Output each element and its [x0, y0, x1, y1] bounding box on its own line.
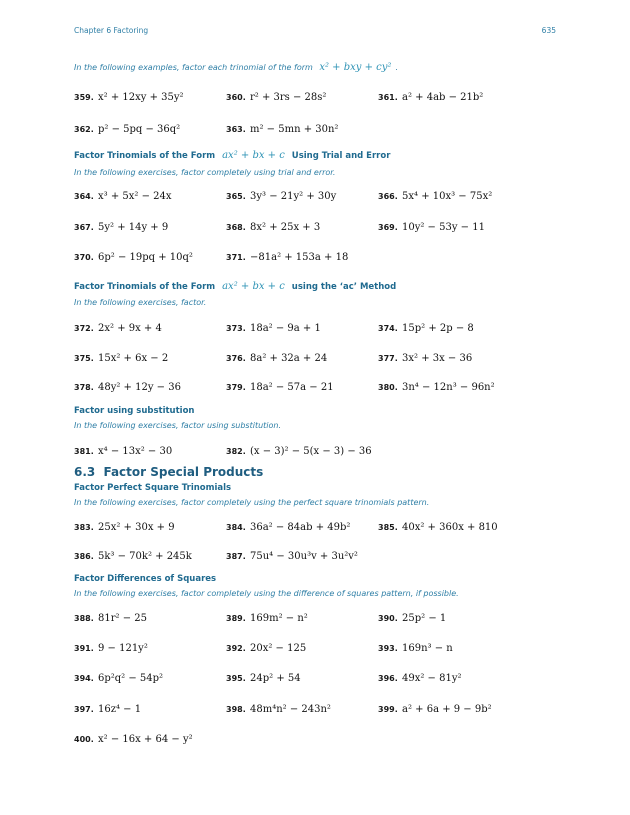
exercise-item	[226, 439, 372, 458]
exercise-number: 392.	[226, 644, 246, 653]
exercise-item	[226, 245, 348, 264]
trial-error-title-suffix: Using Trial and Error	[291, 151, 391, 161]
exercise-expression: 48m⁴n² − 243n²	[250, 704, 331, 715]
exercise-number: 385.	[378, 523, 398, 532]
exercise-item	[378, 375, 495, 394]
exercise-number: 383.	[74, 523, 94, 532]
exercise-number: 375.	[74, 354, 94, 363]
exercise-expression: 5y² + 14y + 9	[98, 222, 169, 233]
exercise-item	[378, 666, 462, 685]
exercise-item	[378, 346, 472, 365]
exercise-item	[226, 184, 336, 203]
exercise-number: 367.	[74, 223, 94, 232]
exercise-expression: p² − 5pq − 36q²	[98, 124, 181, 135]
exercise-expression: 8a² + 32a + 24	[250, 353, 328, 364]
exercise-expression: (x − 3)² − 5(x − 3) − 36	[250, 446, 372, 457]
exercise-number: 397.	[74, 705, 94, 714]
exercise-number: 394.	[74, 674, 94, 683]
exercise-item	[226, 606, 308, 625]
exercise-expression: r² + 3rs − 28s²	[250, 92, 327, 103]
exercise-expression: 169m² − n²	[250, 613, 308, 624]
exercise-number: 371.	[226, 253, 246, 262]
exercise-item	[74, 184, 172, 203]
exercise-item	[378, 85, 483, 104]
exercise-item	[226, 515, 350, 534]
substitution-instruction: In the following exercises, factor using substitution.	[74, 421, 282, 430]
exercise-number: 365.	[226, 192, 246, 201]
exercise-expression: 18a² − 9a + 1	[250, 323, 321, 334]
exercise-item	[378, 697, 492, 716]
exercise-item	[74, 439, 172, 458]
perfect-square-instruction: In the following exercises, factor completely using the perfect square trinomials pattern.	[74, 498, 430, 507]
exercise-number: 382.	[226, 447, 246, 456]
exercise-expression: 20x² − 125	[250, 643, 307, 654]
exercise-item	[74, 85, 184, 104]
diff-squares-instruction: In the following exercises, factor completely using the difference of squares pattern, if possible.	[74, 589, 459, 598]
exercise-item	[74, 636, 148, 655]
exercise-item	[74, 697, 141, 716]
exercise-item	[74, 316, 162, 335]
exercise-number: 378.	[74, 383, 94, 392]
exercise-expression: m² − 5mn + 30n²	[250, 124, 339, 135]
ac-method-title-suffix: using the ‘ac’ Method	[291, 282, 397, 292]
exercise-item	[226, 85, 326, 104]
exercise-item	[74, 515, 175, 534]
trial-error-heading	[74, 150, 390, 161]
exercise-number: 391.	[74, 644, 94, 653]
exercise-expression: x³ + 5x² − 24x	[98, 191, 172, 202]
ac-method-heading	[74, 281, 396, 292]
exercise-item	[226, 666, 301, 685]
exercise-number: 386.	[74, 552, 94, 561]
exercise-expression: 3n⁴ − 12n³ − 96n²	[402, 382, 495, 393]
exercise-item	[226, 544, 358, 563]
trial-error-title-prefix: Factor Trinomials of the Form	[74, 151, 216, 161]
exercise-item	[74, 606, 147, 625]
exercise-number: 361.	[378, 93, 398, 102]
exercise-expression: 75u⁴ − 30u³v + 3u²v²	[250, 551, 358, 562]
exercise-expression: 9 − 121y²	[98, 643, 148, 654]
exercise-expression: 25x² + 30x + 9	[98, 522, 175, 533]
exercise-item	[378, 316, 474, 335]
exercise-item	[378, 636, 453, 655]
exercise-item	[74, 215, 168, 234]
exercise-number: 363.	[226, 125, 246, 134]
exercise-expression: 5x⁴ + 10x³ − 75x²	[402, 191, 493, 202]
exercise-number: 393.	[378, 644, 398, 653]
chapter-header: Chapter 6 Factoring	[74, 26, 149, 35]
exercise-number: 379.	[226, 383, 246, 392]
exercise-number: 390.	[378, 614, 398, 623]
substitution-heading: Factor using substitution	[74, 406, 195, 416]
trial-error-instruction: In the following exercises, factor completely using trial and error.	[74, 168, 336, 177]
exercise-expression: x⁴ − 13x² − 30	[98, 446, 173, 457]
ac-method-instruction: In the following exercises, factor.	[74, 298, 207, 307]
exercise-item	[74, 375, 181, 394]
exercise-expression: 8x² + 25x + 3	[250, 222, 321, 233]
exercise-item	[74, 245, 193, 264]
exercise-expression: 5k³ − 70k² + 245k	[98, 551, 192, 562]
section-number: 6.3	[74, 465, 96, 479]
exercise-number: 362.	[74, 125, 94, 134]
exercise-number: 387.	[226, 552, 246, 561]
exercise-item	[226, 346, 327, 365]
exercise-number: 377.	[378, 354, 398, 363]
exercise-number: 400.	[74, 735, 94, 744]
exercise-expression: 81r² − 25	[98, 613, 147, 624]
ac-method-title-math: ax² + bx + c	[222, 281, 285, 292]
exercise-expression: 3x² + 3x − 36	[402, 353, 473, 364]
perfect-square-heading: Factor Perfect Square Trinomials	[74, 483, 232, 493]
exercise-number: 389.	[226, 614, 246, 623]
exercise-expression: x² − 16x + 64 − y²	[98, 734, 193, 745]
exercise-expression: 18a² − 57a − 21	[250, 382, 334, 393]
exercise-expression: 15x² + 6x − 2	[98, 353, 169, 364]
exercise-number: 384.	[226, 523, 246, 532]
section-name: Factor Special Products	[103, 465, 264, 479]
exercise-number: 360.	[226, 93, 246, 102]
exercise-expression: 10y² − 53y − 11	[402, 222, 485, 233]
exercise-number: 388.	[74, 614, 94, 623]
exercise-item	[378, 606, 446, 625]
exercise-expression: 6p²q² − 54p²	[98, 673, 164, 684]
exercise-expression: 16z⁴ − 1	[98, 704, 142, 715]
exercise-item	[226, 636, 306, 655]
exercise-number: 395.	[226, 674, 246, 683]
exercise-item	[226, 375, 334, 394]
exercise-number: 396.	[378, 674, 398, 683]
exercise-item	[74, 666, 163, 685]
exercise-number: 381.	[74, 447, 94, 456]
exercise-item	[74, 346, 168, 365]
exercise-expression: 2x² + 9x + 4	[98, 323, 162, 334]
exercise-item	[74, 727, 193, 746]
exercise-number: 376.	[226, 354, 246, 363]
exercise-number: 364.	[74, 192, 94, 201]
page-number: 635	[541, 26, 556, 35]
exercise-expression: a² + 4ab − 21b²	[402, 92, 484, 103]
diff-squares-heading: Factor Differences of Squares	[74, 574, 217, 584]
trial-error-title-math: ax² + bx + c	[222, 150, 285, 161]
exercise-number: 373.	[226, 324, 246, 333]
exercise-item	[226, 697, 331, 716]
exercise-item	[378, 184, 492, 203]
exercise-expression: 169n³ − n	[402, 643, 453, 654]
exercise-expression: 49x² − 81y²	[402, 673, 462, 684]
exercise-item	[74, 117, 180, 136]
exercise-number: 370.	[74, 253, 94, 262]
exercise-expression: 36a² − 84ab + 49b²	[250, 522, 351, 533]
exercise-number: 366.	[378, 192, 398, 201]
intro-instruction-math: x² + bxy + cy²	[319, 62, 392, 73]
exercise-item	[226, 117, 338, 136]
exercise-number: 372.	[74, 324, 94, 333]
ac-method-title-prefix: Factor Trinomials of the Form	[74, 282, 216, 292]
exercise-item	[226, 316, 321, 335]
exercise-number: 359.	[74, 93, 94, 102]
exercise-expression: 15p² + 2p − 8	[402, 323, 474, 334]
intro-instruction-suffix: .	[395, 63, 398, 72]
exercise-expression: 25p² − 1	[402, 613, 447, 624]
exercise-expression: a² + 6a + 9 − 9b²	[402, 704, 492, 715]
exercise-number: 398.	[226, 705, 246, 714]
exercise-item	[226, 215, 320, 234]
exercise-number: 374.	[378, 324, 398, 333]
exercise-item	[378, 515, 498, 534]
exercise-number: 368.	[226, 223, 246, 232]
exercise-expression: x² + 12xy + 35y²	[98, 92, 184, 103]
exercise-expression: 48y² + 12y − 36	[98, 382, 181, 393]
intro-instruction-text: In the following examples, factor each trinomial of the form	[74, 63, 313, 72]
exercise-item	[74, 544, 192, 563]
exercise-number: 399.	[378, 705, 398, 714]
exercise-expression: 40x² + 360x + 810	[402, 522, 498, 533]
exercise-expression: −81a² + 153a + 18	[250, 252, 349, 263]
intro-instruction	[74, 62, 398, 73]
exercise-item	[378, 215, 485, 234]
exercise-expression: 6p² − 19pq + 10q²	[98, 252, 193, 263]
exercise-number: 369.	[378, 223, 398, 232]
exercise-expression: 24p² + 54	[250, 673, 301, 684]
exercise-expression: 3y³ − 21y² + 30y	[250, 191, 337, 202]
exercise-number: 380.	[378, 383, 398, 392]
section-title	[74, 465, 263, 479]
